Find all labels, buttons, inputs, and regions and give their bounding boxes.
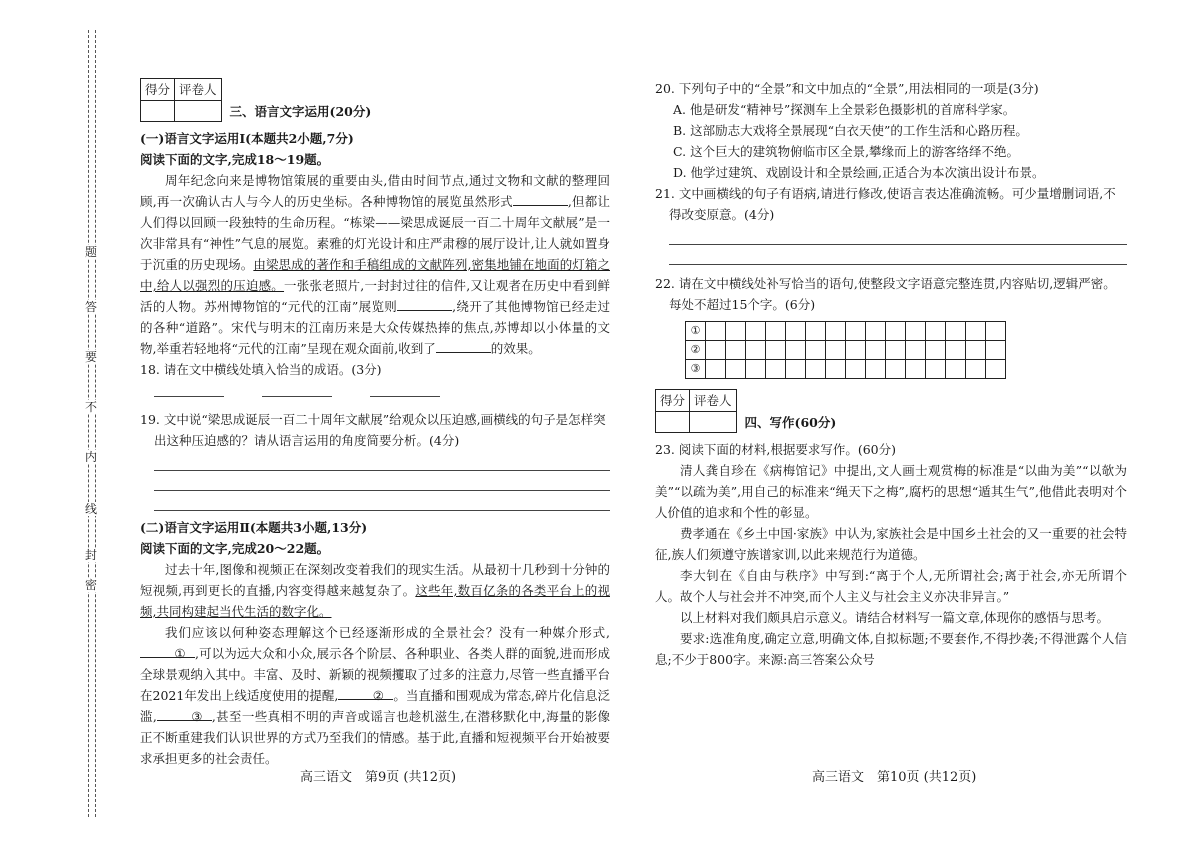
question-22: 22. 请在文中横线处补写恰当的语句,使整段文字语意完整连贯,内容贴切,逻辑严密。每处不超过15个字。(6分) — [655, 276, 1116, 312]
section-4-header — [655, 389, 1127, 433]
writing-requirements: 要求:选准角度,确定立意,明确文体,自拟标题;不要套作,不得抄袭;不得泄露个人信息;不少于800字。来源:高三答案公众号 — [655, 631, 1127, 667]
grid-cell[interactable] — [906, 341, 926, 360]
page-9-column — [140, 78, 610, 769]
question-21: 21. 文中画横线的句子有语病,请进行修改,使语言表达准确流畅。可少量增删词语,不得改变原意。(4分) — [655, 186, 1116, 222]
page-footer: 高三语文 第9页 (共12页) — [300, 770, 457, 785]
grid-row-label: ② — [686, 341, 706, 360]
passage-3: 我们应该以何种姿态理解这个已经逐渐形成的全景社会？没有一种媒介形式,① ,可以为远大众和小众,展示各个阶层、各种职业、各类人群的面貌,进而形成全球景观纳入其中。丰富、及时、新颖的视频攫取了过多的注意力,尽管一些直播平台在2021年发出上线适度使用的提醒, ② 。当直播和围观成为常态,碎片化信息泛滥, ③ ,甚至一些真相不明的声音或谣言也趁机滋生,在潜移默化中,海量的影像正不断重建我们认识世界的方式乃至我们的情感。基于此,直播和短视频平台开始被要求承担更多的社会责任。 — [140, 625, 610, 766]
answer-blanks-18 — [140, 382, 610, 403]
binding-dashed-line — [88, 30, 89, 817]
underlined-sentence: 由梁思成的著作和手稿组成的文献阵列,密集地铺在地面的灯箱之中,给人以强烈的压迫感。 — [140, 257, 610, 293]
answer-line[interactable] — [154, 451, 610, 471]
passage-1: 周年纪念向来是博物馆策展的重要由头,借由时间节点,通过文物和文献的整理回顾,再一次确认古人与今人的历史坐标。各种博物馆的展览虽然形式 ,但都让人们得以回顾一段独特的生命历程。“栋梁——梁思成诞辰一百二十周年文献展”是一次非常具有“神性”气息的展览。素雅的灯光设计和庄严肃穆的展厅设计,让人就如置身于沉重的历史现场。由梁思成的著作和手稿组成的文献阵列,密集地铺在地面的灯箱之中,给人以强烈的压迫感。一张张老照片,一封封过往的信件,又让观者在历史中看到鲜活的人物。苏州博物馆的“元代的江南”展览则 ,绕开了其他博物馆已经走过的各种“道路”。宋代与明末的江南历来是大众传媒热捧的焦点,苏博却以小体量的文物,举重若轻地将“元代的江南”呈现在观众面前,收到了 的效果。 — [140, 173, 610, 356]
grid-cell[interactable] — [906, 322, 926, 341]
grid-cell[interactable] — [706, 360, 726, 379]
section-3-header — [140, 78, 610, 122]
grid-cell[interactable] — [966, 341, 986, 360]
grid-cell[interactable] — [746, 322, 766, 341]
grader-label: 评卷人 — [175, 79, 222, 101]
grader-cell[interactable] — [690, 412, 737, 433]
answer-blank[interactable] — [154, 382, 224, 397]
sidebar-char: 题 — [82, 245, 100, 259]
option-d[interactable]: D. 他学过建筑、戏剧设计和全景绘画,正适合为本次演出设计布景。 — [673, 165, 1045, 180]
grid-cell[interactable] — [826, 341, 846, 360]
answer-blank[interactable] — [436, 338, 491, 353]
answer-blank[interactable] — [370, 382, 440, 397]
grid-cell[interactable] — [966, 322, 986, 341]
grid-cell[interactable] — [786, 341, 806, 360]
question-18: 18. 请在文中横线处填入恰当的成语。(3分) — [140, 362, 382, 377]
section-title: 三、语言文字运用(20分) — [229, 104, 372, 119]
grid-cell[interactable] — [846, 360, 866, 379]
grid-cell[interactable] — [746, 360, 766, 379]
grid-cell[interactable] — [986, 341, 1006, 360]
page-10-column — [655, 78, 1127, 670]
question-20: 20. 下列句子中的“全景”和文中加点的“全景”,用法相同的一项是(3分) — [655, 81, 1039, 96]
grader-label: 评卷人 — [690, 390, 737, 412]
answer-blank-1[interactable]: ① — [140, 643, 195, 658]
score-table — [655, 389, 737, 433]
answer-blank-3[interactable]: ③ — [157, 706, 212, 721]
grid-cell[interactable] — [886, 322, 906, 341]
grid-cell[interactable] — [846, 322, 866, 341]
grid-cell[interactable] — [726, 322, 746, 341]
section-title: 四、写作(60分) — [744, 415, 837, 430]
grid-cell[interactable] — [806, 360, 826, 379]
grid-cell[interactable] — [746, 341, 766, 360]
answer-line[interactable] — [669, 245, 1127, 265]
grid-cell[interactable] — [806, 341, 826, 360]
material-1: 清人龚自珍在《病梅馆记》中提出,文人画士观赏梅的标准是“以曲为美”“以欹为美”“以疏为美”,用自己的标准来“绳天下之梅”,腐朽的思想“遁其生气”,他借此表明对个人价值的追求和个性的彰显。 — [655, 463, 1127, 520]
sidebar-char: 密 — [82, 578, 100, 592]
grid-cell[interactable] — [926, 322, 946, 341]
passage-2: 过去十年,图像和视频正在深刻改变着我们的现实生活。从最初十几秒到十分钟的短视频,再到更长的直播,内容变得越来越复杂了。这些年,数百亿条的各类平台上的视频,共同构建起当代生活的数字化。 — [140, 562, 610, 619]
sidebar-char: 线 — [82, 502, 100, 516]
instruction: 阅读下面的文字,完成18～19题。 — [140, 152, 330, 167]
grid-cell[interactable] — [726, 360, 746, 379]
answer-line[interactable] — [154, 471, 610, 491]
grid-row-label: ③ — [686, 360, 706, 379]
question-23: 23. 阅读下面的材料,根据要求写作。(60分) — [655, 442, 896, 457]
score-table — [140, 78, 222, 122]
grid-cell[interactable] — [966, 360, 986, 379]
grid-cell[interactable] — [886, 341, 906, 360]
sidebar-char: 不 — [82, 400, 100, 414]
grid-cell[interactable] — [826, 322, 846, 341]
score-cell[interactable] — [141, 101, 175, 122]
grid-cell[interactable] — [786, 360, 806, 379]
score-cell[interactable] — [656, 412, 690, 433]
sidebar-char: 要 — [82, 350, 100, 364]
grid-cell[interactable] — [866, 360, 886, 379]
question-19: 19. 文中说“梁思成诞辰一百二十周年文献展”给观众以压迫感,画横线的句子是怎样突出这种压迫感的？请从语言运用的角度简要分析。(4分) — [140, 412, 606, 448]
answer-grid — [685, 321, 1006, 379]
option-a[interactable]: A. 他是研发“精神号”探测车上全景彩色摄影机的首席科学家。 — [673, 102, 1016, 117]
score-label: 得分 — [656, 390, 690, 412]
grid-cell[interactable] — [866, 341, 886, 360]
grid-cell[interactable] — [726, 341, 746, 360]
material-2: 费孝通在《乡土中国·家族》中认为,家族社会是中国乡土社会的又一重要的社会特征,族人们须遵守族谱家训,以此来规范行为道德。 — [655, 526, 1127, 562]
grid-cell[interactable] — [946, 360, 966, 379]
grid-cell[interactable] — [946, 341, 966, 360]
page-footer: 高三语文 第10页 (共12页) — [812, 770, 977, 785]
answer-line[interactable] — [669, 225, 1127, 245]
grid-cell[interactable] — [786, 322, 806, 341]
answer-blank-2[interactable]: ② — [338, 685, 393, 700]
score-label: 得分 — [141, 79, 175, 101]
answer-blank[interactable] — [262, 382, 332, 397]
grid-cell[interactable] — [926, 360, 946, 379]
option-b[interactable]: B. 这部励志大戏将全景展现“白衣天使”的工作生活和心路历程。 — [673, 123, 1028, 138]
option-c[interactable]: C. 这个巨大的建筑物俯临市区全景,攀缘而上的游客络绎不绝。 — [673, 144, 1020, 159]
grid-cell[interactable] — [766, 341, 786, 360]
binding-dashed-line — [95, 30, 96, 817]
writing-prompt: 以上材料对我们颇具启示意义。请结合材料写一篇文章,体现你的感悟与思考。 — [680, 610, 1109, 625]
instruction: 阅读下面的文字,完成20～22题。 — [140, 541, 330, 556]
sidebar-char: 封 — [82, 548, 100, 562]
grid-cell[interactable] — [986, 322, 1006, 341]
grid-cell[interactable] — [886, 360, 906, 379]
grid-cell[interactable] — [766, 360, 786, 379]
material-3: 李大钊在《自由与秩序》中写到:“离于个人,无所谓社会;离于社会,亦无所谓个人。故个人与社会并不冲突,而个人主义与社会主义亦决非异言。” — [655, 568, 1127, 604]
grid-cell[interactable] — [926, 341, 946, 360]
grid-cell[interactable] — [946, 322, 966, 341]
grid-cell[interactable] — [986, 360, 1006, 379]
subsection-title: (二)语言文字运用Ⅱ(本题共3小题,13分) — [140, 520, 368, 535]
grader-cell[interactable] — [175, 101, 222, 122]
subsection-title: (一)语言文字运用Ⅰ(本题共2小题,7分) — [140, 131, 354, 146]
grid-cell[interactable] — [766, 322, 786, 341]
sidebar-char: 内 — [82, 450, 100, 464]
grid-cell[interactable] — [826, 360, 846, 379]
answer-blank[interactable] — [513, 191, 568, 206]
answer-blank[interactable] — [397, 296, 452, 311]
answer-line[interactable] — [154, 491, 610, 511]
underlined-sentence: 这些年,数百亿条的各类平台上的视频,共同构建起当代生活的数字化。 — [140, 583, 610, 619]
sidebar-char: 答 — [82, 300, 100, 314]
grid-cell[interactable] — [806, 322, 826, 341]
grid-cell[interactable] — [906, 360, 926, 379]
binding-margin — [60, 0, 110, 847]
grid-cell[interactable] — [846, 341, 866, 360]
grid-row-label: ① — [686, 322, 706, 341]
grid-cell[interactable] — [866, 322, 886, 341]
grid-cell[interactable] — [706, 322, 726, 341]
grid-cell[interactable] — [706, 341, 726, 360]
